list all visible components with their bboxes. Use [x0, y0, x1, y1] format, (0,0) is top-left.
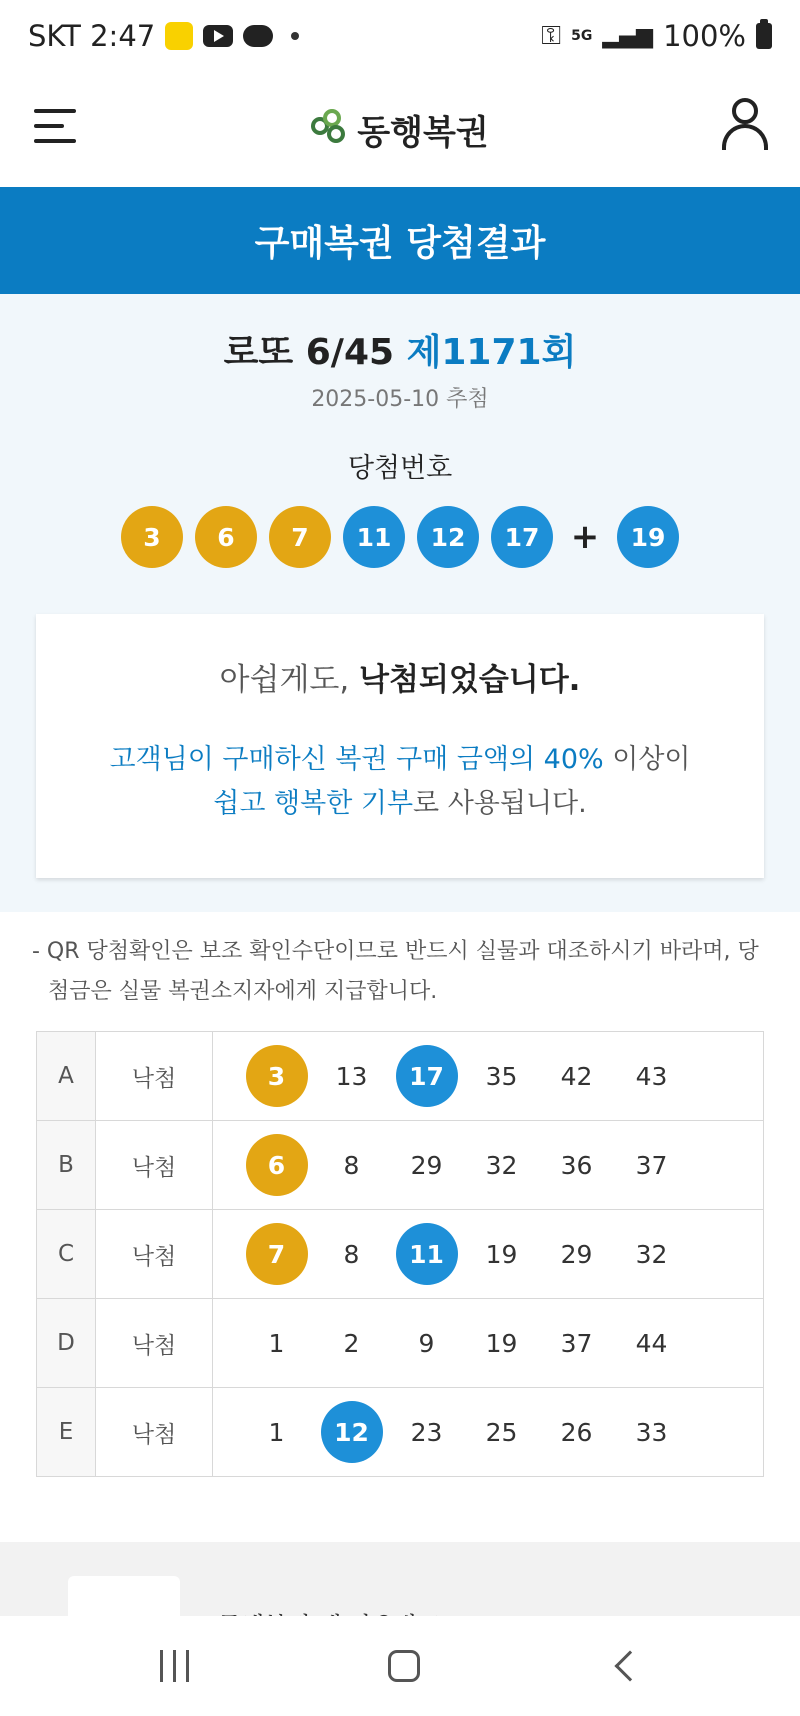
ticket-table [36, 1031, 764, 1477]
clover-logo-icon [311, 109, 351, 149]
network-type-icon: 5G [571, 28, 593, 44]
winning-ball: 6 [195, 506, 257, 568]
ticket-number: 2 [343, 1328, 360, 1358]
winning-ball: 17 [491, 506, 553, 568]
signal-icon: ▂▄▆ [602, 23, 654, 49]
ticket-number: 43 [635, 1061, 668, 1091]
game-numbers [213, 1299, 764, 1388]
plus-sign: + [570, 517, 600, 557]
page-title: 구매복권 당첨결과 [254, 223, 546, 264]
ticket-number: 29 [410, 1150, 443, 1180]
ticket-number: 32 [635, 1239, 668, 1269]
ticket-number: 23 [410, 1417, 443, 1447]
matched-number: 17 [389, 1045, 464, 1107]
winning-numbers-label: 당첨번호 [347, 453, 453, 484]
vpn-key-icon: ⚿ [541, 20, 562, 51]
ticket-number: 26 [560, 1417, 593, 1447]
ticket-number: 8 [343, 1150, 360, 1180]
ticket-row [37, 1121, 764, 1210]
winning-ball: 3 [121, 506, 183, 568]
ticket-number: 1 [268, 1328, 285, 1358]
matched-number: 7 [239, 1223, 314, 1285]
more-notifications-icon [291, 32, 299, 40]
status-bar [0, 0, 800, 72]
game-numbers [213, 1032, 764, 1121]
battery-icon [756, 23, 772, 49]
ticket-number: 36 [560, 1150, 593, 1180]
winning-ball: 11 [343, 506, 405, 568]
game-result: 낙첨 [96, 1210, 213, 1299]
ticket-number: 42 [560, 1061, 593, 1091]
matched-number: 6 [239, 1134, 314, 1196]
ticket-row [37, 1032, 764, 1121]
donation-message: 고객님이 구매하신 복권 구매 금액의 40% 이상이 쉽고 행복한 기부로 사용됩니다. [109, 744, 691, 819]
home-button[interactable] [388, 1650, 420, 1682]
hamburger-icon [34, 109, 76, 113]
ticket-row [37, 1299, 764, 1388]
draw-result-section [0, 294, 800, 912]
winning-ball: 7 [269, 506, 331, 568]
carrier-time: SKT 2:47 [28, 19, 156, 53]
winning-numbers [0, 506, 800, 568]
winning-ball: 12 [417, 506, 479, 568]
ticket-number: 13 [335, 1061, 368, 1091]
game-numbers [213, 1388, 764, 1477]
game-result: 낙첨 [96, 1299, 213, 1388]
ticket-number: 44 [635, 1328, 668, 1358]
draw-round: 제1171회 [406, 332, 577, 373]
recent-apps-button[interactable] [160, 1650, 189, 1682]
result-message: 아쉽게도, 낙첨되었습니다. [219, 662, 581, 698]
game-result: 낙첨 [96, 1121, 213, 1210]
user-icon [732, 98, 758, 124]
matched-number: 3 [239, 1045, 314, 1107]
page-title-banner [0, 187, 800, 294]
ticket-number: 37 [635, 1150, 668, 1180]
result-status: 낙첨되었습니다. [359, 662, 581, 698]
ticket-number: 25 [485, 1417, 518, 1447]
user-button[interactable] [720, 98, 770, 148]
battery-level: 100% [663, 19, 746, 53]
system-nav-bar [0, 1616, 800, 1716]
cloud-notification-icon [243, 25, 273, 47]
result-message-card [36, 614, 764, 878]
matched-number: 12 [314, 1401, 389, 1463]
game-result: 낙첨 [96, 1388, 213, 1477]
menu-button[interactable] [34, 100, 78, 152]
bonus-ball: 19 [617, 506, 679, 568]
matched-number: 11 [389, 1223, 464, 1285]
game-label: B [37, 1121, 96, 1210]
ticket-number: 8 [343, 1239, 360, 1269]
game-numbers [213, 1210, 764, 1299]
game-label: C [37, 1210, 96, 1299]
game-result: 낙첨 [96, 1032, 213, 1121]
game-label: A [37, 1032, 96, 1121]
ticket-number: 32 [485, 1150, 518, 1180]
draw-title [0, 324, 800, 375]
ticket-number: 19 [485, 1239, 518, 1269]
game-name: 로또 6/45 [223, 332, 395, 373]
ticket-number: 9 [418, 1328, 435, 1358]
kakao-notification-icon [165, 22, 193, 50]
qr-notice: - QR 당첨확인은 보조 확인수단이므로 반드시 실물과 대조하시기 바라며, 당첨금은 실물 복권소지자에게 지급합니다. [32, 939, 759, 1004]
game-numbers [213, 1121, 764, 1210]
ticket-row [37, 1210, 764, 1299]
site-logo[interactable] [311, 105, 488, 154]
ticket-number: 35 [485, 1061, 518, 1091]
ticket-number: 29 [560, 1239, 593, 1269]
ticket-number: 19 [485, 1328, 518, 1358]
ticket-number: 1 [268, 1417, 285, 1447]
ticket-number: 37 [560, 1328, 593, 1358]
app-download-promo[interactable] [0, 1542, 800, 1622]
ticket-row [37, 1388, 764, 1477]
game-label: D [37, 1299, 96, 1388]
app-header [0, 72, 800, 186]
draw-date: 2025-05-10 추첨 [311, 387, 489, 412]
game-label: E [37, 1388, 96, 1477]
back-button[interactable] [614, 1650, 645, 1681]
youtube-notification-icon [203, 25, 233, 47]
logo-text: 동행복권 [357, 112, 489, 153]
ticket-number: 33 [635, 1417, 668, 1447]
